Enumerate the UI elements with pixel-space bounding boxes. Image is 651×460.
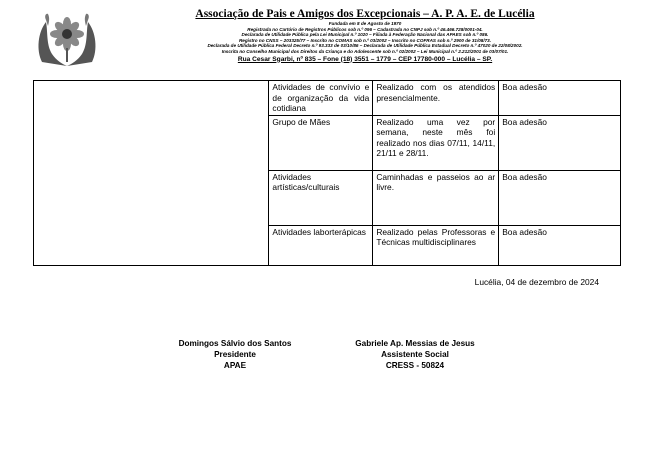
description-cell: Realizado pelas Professoras e Técnicas multidisciplinares (373, 225, 499, 265)
signatory-org: CRESS - 50824 (385, 361, 445, 370)
municipal-utility-line: Declarada de Utilidade Pública pela Lei Municipal n.º 1020 – Filiada à Federação Nacional das APAES sob n.º 086. (241, 32, 489, 38)
activity-cell: Atividades laborterápicas (269, 225, 373, 265)
activity-cell: Grupo de Mães (269, 115, 373, 170)
organization-info (110, 8, 620, 64)
apae-flower-hands-logo (32, 10, 102, 70)
description-cell: Realizado com os atendidos presencialmente. (373, 81, 499, 116)
activity-cell: Atividades de convívio e de organização da vida cotidiana (269, 81, 373, 116)
activity-cell: Atividades artísticas/culturais (269, 170, 373, 225)
table-row (34, 81, 621, 116)
signature-social-worker (340, 338, 490, 371)
evaluation-cell: Boa adesão (499, 170, 621, 225)
signature-president (170, 338, 300, 371)
signatory-name: Domingos Sálvio dos Santos (178, 339, 292, 348)
signatory-org: APAE (223, 361, 247, 370)
evaluation-cell: Boa adesão (499, 115, 621, 170)
address-line: Rua Cesar Sgarbi, nº 835 – Fone (18) 3551 – 1779 – CEP 17780-000 – Lucélia – SP. (237, 55, 493, 63)
description-cell: Realizado uma vez por semana, neste mês foi realizado nos dias 07/11, 14/11, 21/11 e 28/11. (373, 115, 499, 170)
date-line: Lucélia, 04 de dezembro de 2024 (474, 277, 599, 287)
evaluation-cell: Boa adesão (499, 81, 621, 116)
letterhead (32, 8, 622, 72)
description-cell: Caminhadas e passeios ao ar livre. (373, 170, 499, 225)
signatory-role: Assistente Social (381, 350, 449, 359)
registration-line: Registrada no Cartório de Registros Públicos sob n.º 096 – Cadastrada no CNPJ sob n.º 46.466.728/0001-04. (247, 26, 483, 32)
activities-table (33, 80, 621, 266)
organization-title: Associação de Pais e Amigos dos Excepcionais – A. P. A. E. de Lucélia (195, 8, 535, 20)
founding-line: Fundada em 8 de Agosto de 1970 (328, 21, 402, 26)
council-line: Inscrita no Conselho Municipal dos Direitos da Criança e do Adolescente sob n.º 02/2002 – Lei Municipal n.º 2.212/2001 de 03/07/01. (221, 48, 509, 54)
signatory-role: Presidente (214, 350, 256, 359)
evaluation-cell: Boa adesão (499, 225, 621, 265)
empty-cell (34, 81, 269, 266)
signatory-name: Gabriele Ap. Messias de Jesus (355, 339, 475, 348)
cnss-line: Registro no CNSS – 203325/77 – Inscrito no COMAS sob n.º 03/2002 – Inscrito no COFRAS sob n.º 2900 de 31/08/73. (238, 37, 491, 43)
federal-utility-line: Declarada de Utilidade Pública Federal Decreto n.º 93.333 de 03/10/86 – Declarada de Utilidade Pública Estadual Decreto n.º 47020 de 22/08/2002. (207, 43, 523, 49)
